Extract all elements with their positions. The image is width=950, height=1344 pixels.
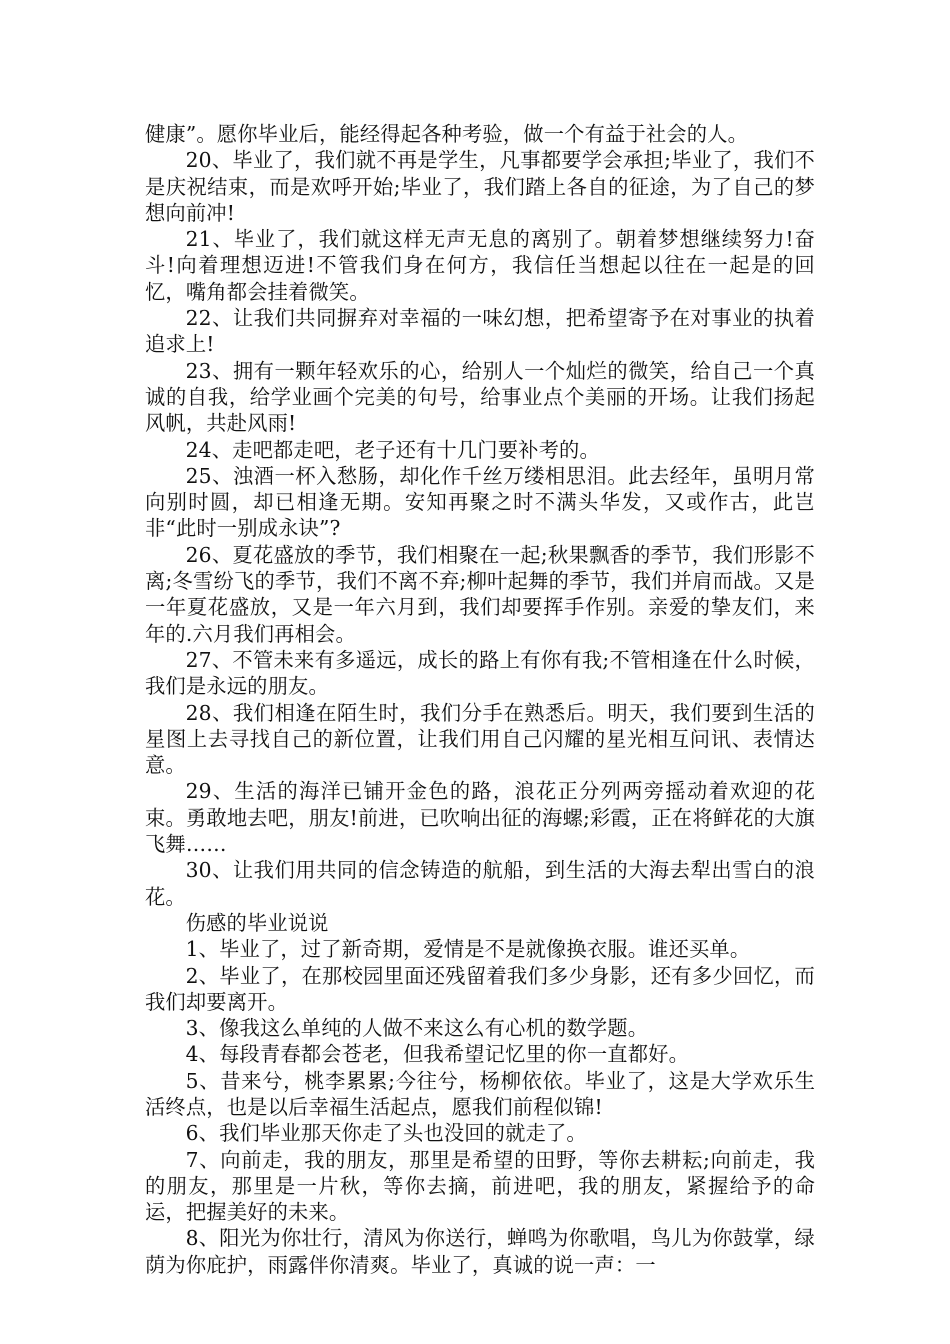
paragraph: 6、我们毕业那天你走了头也没回的就走了。 xyxy=(185,1121,587,1146)
paragraph: 8、阳光为你壮行，清风为你送行，蝉鸣为你歌唱，鸟儿为你鼓掌，绿荫为你庇护，雨露伴你清爽。毕业了，真诚的说一声：一 xyxy=(145,1226,815,1277)
paragraph: 24、走吧都走吧，老子还有十几门要补考的。 xyxy=(185,437,600,462)
paragraph: 2、毕业了，在那校园里面还残留着我们多少身影，还有多少回忆，而我们却要离开。 xyxy=(145,963,815,1014)
paragraph: 21、毕业了，我们就这样无声无息的离别了。朝着梦想继续努力!奋斗!向着理想迈进!不管我们身在何方，我信任当想起以往在一起是的回忆，嘴角都会挂着微笑。 xyxy=(145,227,815,304)
paragraph: 28、我们相逢在陌生时，我们分手在熟悉后。明天，我们要到生活的星图上去寻找自己的新位置，让我们用自己闪耀的星光相互问讯、表情达意。 xyxy=(145,700,815,778)
paragraph: 22、让我们共同摒弃对幸福的一味幻想，把希望寄予在对事业的执着追求上! xyxy=(145,306,815,357)
paragraph: 健康”。愿你毕业后，能经得起各种考验，做一个有益于社会的人。 xyxy=(145,122,749,146)
paragraph: 4、每段青春都会苍老，但我希望记忆里的你一直都好。 xyxy=(185,1042,689,1067)
paragraph: 20、毕业了，我们就不再是学生，凡事都要学会承担;毕业了，我们不是庆祝结束，而是欢呼开始;毕业了，我们踏上各自的征途，为了自己的梦想向前冲! xyxy=(145,148,815,225)
paragraph: 29、生活的海洋已铺开金色的路，浪花正分列两旁摇动着欢迎的花束。勇敢地去吧，朋友!前进，已吹响出征的海螺;彩霞，正在将鲜花的大旗飞舞…… xyxy=(145,779,815,857)
paragraph: 1、毕业了，过了新奇期，爱情是不是就像换衣服。谁还买单。 xyxy=(185,937,751,962)
paragraph: 27、不管未来有多遥远，成长的路上有你有我;不管相逢在什么时候，我们是永远的朋友。 xyxy=(145,647,815,699)
section-heading: 伤感的毕业说说 xyxy=(185,910,329,935)
paragraph: 3、像我这么单纯的人做不来这么有心机的数学题。 xyxy=(185,1016,649,1041)
document-body xyxy=(145,121,815,1278)
paragraph: 26、夏花盛放的季节，我们相聚在一起;秋果飘香的季节，我们形影不离;冬雪纷飞的季节，我们不离不弃;柳叶起舞的季节，我们并肩而战。又是一年夏花盛放，又是一年六月到，我们却要挥手作别。亲爱的挚友们，来年的.六月我们再相会。 xyxy=(145,542,815,646)
paragraph: 5、昔来兮，桃李累累;今往兮，杨柳依依。毕业了，这是大学欢乐生活终点，也是以后幸福生活起点，愿我们前程似锦! xyxy=(145,1068,815,1119)
paragraph: 30、让我们用共同的信念铸造的航船，到生活的大海去犁出雪白的浪花。 xyxy=(145,858,815,909)
paragraph: 25、浊酒一杯入愁肠，却化作千丝万缕相思泪。此去经年，虽明月常向别时圆，却已相逢无期。安知再聚之时不满头华发，又或作古，此岂非“此时一别成永诀”? xyxy=(145,463,815,541)
paragraph: 7、向前走，我的朋友，那里是希望的田野，等你去耕耘;向前走，我的朋友，那里是一片秋，等你去摘，前进吧，我的朋友，紧握给予的命运，把握美好的未来。 xyxy=(145,1147,815,1225)
paragraph: 23、拥有一颗年轻欢乐的心，给别人一个灿烂的微笑，给自己一个真诚的自我，给学业画个完美的句号，给事业点个美丽的开场。让我们扬起风帆，共赴风雨! xyxy=(145,358,815,436)
